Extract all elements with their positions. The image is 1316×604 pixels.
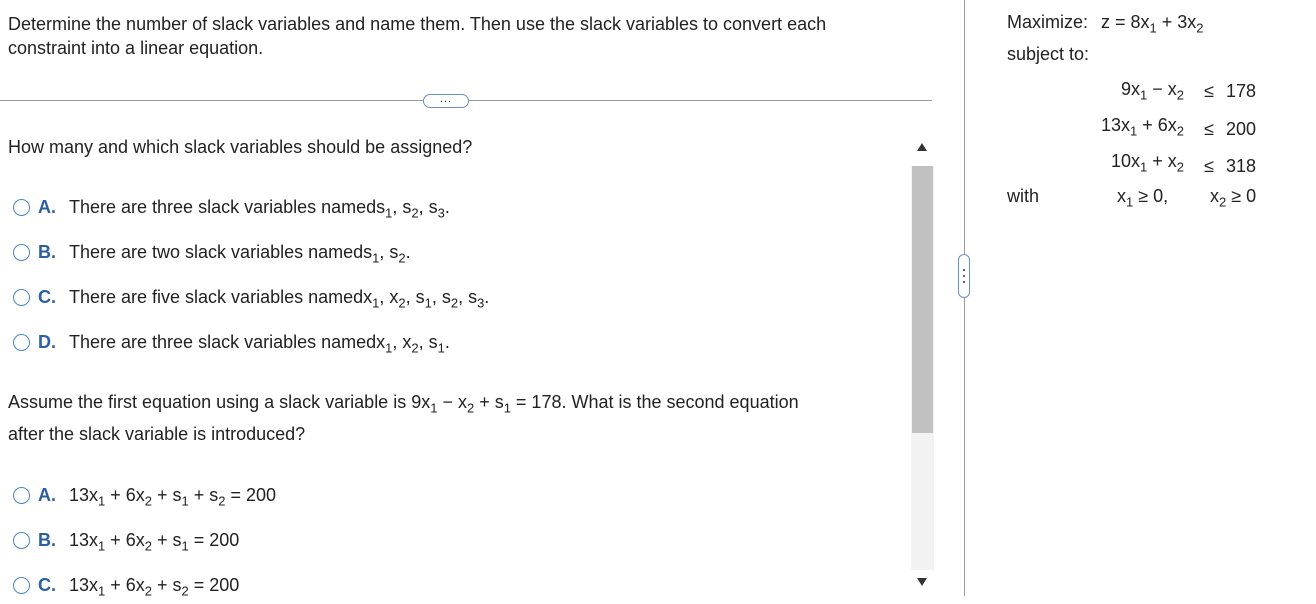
q2-option-a[interactable] <box>13 483 276 507</box>
q1-option-d[interactable] <box>13 330 450 354</box>
panel-divider <box>964 0 965 596</box>
instructions-text: Determine the number of slack variables and name them. Then use the slack variables to convert each constraint into a linear equation. <box>8 14 827 58</box>
question-2-prompt <box>8 386 799 450</box>
option-letter: A. <box>38 484 56 505</box>
constraint-2-rhs: 200 <box>1225 119 1256 139</box>
option-equation: $13x_1 + 6x_2 + s_1 + s_2 = 200$ <box>69 484 277 509</box>
constraint-2-lhs: $13x_1 + 6x_2$ <box>1101 115 1184 139</box>
radio-button-icon[interactable] <box>13 532 30 549</box>
with-label: with <box>1007 186 1040 206</box>
radio-button-icon[interactable] <box>13 334 30 351</box>
option-variables: $x_1$, $x_2$, $s_1$. <box>376 331 450 356</box>
constraint-1-rhs: 178 <box>1225 81 1256 101</box>
option-text: There are two slack variables named <box>69 241 364 262</box>
option-text: There are five slack variables named <box>69 286 364 307</box>
scroll-down-arrow-icon[interactable] <box>917 578 927 586</box>
option-letter: C. <box>38 286 56 307</box>
option-letter: A. <box>38 196 56 217</box>
constraint-1-rel: ≤ <box>1204 81 1214 101</box>
expand-more-button[interactable]: ... <box>423 94 469 108</box>
scroll-up-arrow-icon[interactable] <box>917 143 927 151</box>
maximize-label: Maximize: <box>1007 12 1089 32</box>
q2-prompt-line2: after the slack variable is introduced? <box>8 424 306 444</box>
radio-button-icon[interactable] <box>13 199 30 216</box>
option-equation: $13x_1 + 6x_2 + s_2 = 200$ <box>69 574 240 599</box>
constraints-block <box>1040 79 1256 189</box>
option-text: There are three slack variables named <box>69 331 377 352</box>
option-variables: $s_1$, $s_2$, $s_3$. <box>376 196 450 221</box>
option-variables: $x_1$, $x_2$, $s_1$, $s_2$, $s_3$. <box>363 286 490 311</box>
option-letter: C. <box>38 574 56 595</box>
question-1-prompt: How many and which slack variables should be assigned? <box>8 137 473 157</box>
option-equation: $13x_1 + 6x_2 + s_1 = 200$ <box>69 529 240 554</box>
nonneg-x1: $x_1 \ge 0$, <box>1117 186 1169 210</box>
constraint-3-rhs: 318 <box>1225 156 1256 176</box>
scrollbar-thumb[interactable] <box>912 166 933 433</box>
q1-option-b[interactable] <box>13 240 411 264</box>
nonneg-x2: $x_2 \ge 0$ <box>1210 186 1257 210</box>
q2-option-b[interactable] <box>13 528 239 552</box>
option-letter: D. <box>38 331 56 352</box>
panel-resize-handle[interactable] <box>958 254 970 298</box>
constraint-2-rel: ≤ <box>1204 119 1214 139</box>
option-text: There are three slack variables named <box>69 196 377 217</box>
subject-to-label: subject to: <box>1007 44 1090 64</box>
q2-prompt-post: . What is the second equation <box>561 392 799 412</box>
constraint-3-rel: ≤ <box>1204 156 1214 176</box>
option-variables: $s_1$, $s_2$. <box>363 241 411 266</box>
constraint-3-lhs: $10x_1 + x_2$ <box>1111 151 1184 175</box>
q2-prompt-pre: Assume the first equation using a slack variable is <box>8 392 407 412</box>
radio-button-icon[interactable] <box>13 487 30 504</box>
radio-button-icon[interactable] <box>13 289 30 306</box>
option-letter: B. <box>38 529 56 550</box>
q2-option-c[interactable] <box>13 573 239 597</box>
constraint-1-lhs: $9x_1 - x_2$ <box>1121 79 1184 103</box>
q1-option-a[interactable] <box>13 195 450 219</box>
objective-function: $z = 8x_1 + 3x_2$ <box>1101 12 1204 36</box>
q1-option-c[interactable] <box>13 285 489 309</box>
radio-button-icon[interactable] <box>13 244 30 261</box>
option-letter: B. <box>38 241 56 262</box>
q2-given-equation: $9x_1 - x_2 + s_1 = 178$ <box>411 392 562 416</box>
radio-button-icon[interactable] <box>13 577 30 594</box>
